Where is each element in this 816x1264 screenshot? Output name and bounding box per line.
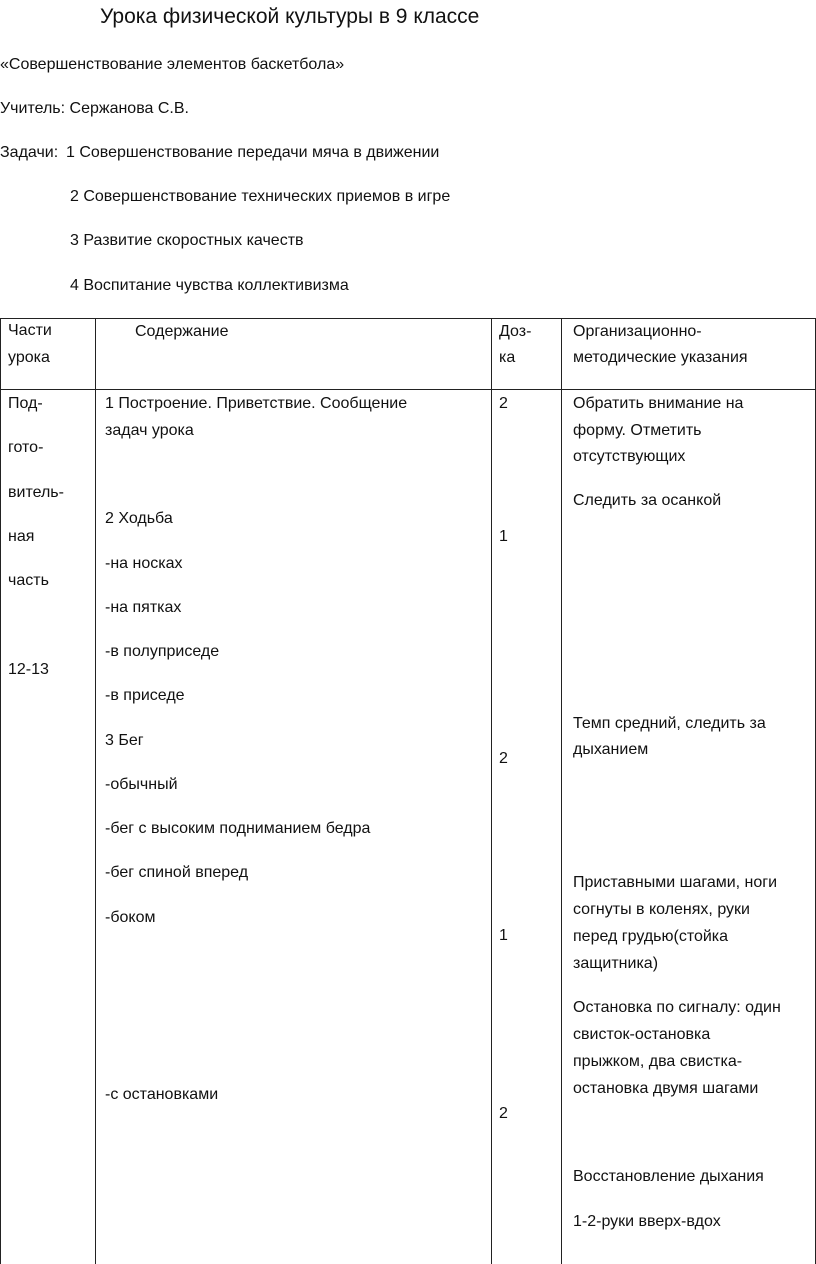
table-column-divider xyxy=(491,318,492,1264)
task-item: 1 Совершенствование передачи мяча в движении xyxy=(66,144,440,161)
content-line: задач урока xyxy=(105,422,194,439)
header-notes: методические указания xyxy=(573,349,748,366)
note-line: свисток-остановка xyxy=(573,1026,711,1043)
header-notes: Организационно- xyxy=(573,323,702,340)
note-line: Темп средний, следить за xyxy=(573,715,766,732)
dose-value: 2 xyxy=(499,750,508,767)
lesson-topic: «Совершенствование элементов баскетбола» xyxy=(0,56,345,73)
task-item: 2 Совершенствование технических приемов в игре xyxy=(70,188,451,205)
table-border-left xyxy=(0,318,1,1264)
part-duration: 12-13 xyxy=(8,661,49,678)
content-line: -в приседе xyxy=(105,687,185,704)
note-line: прыжком, два свистка- xyxy=(573,1053,743,1070)
content-line: -в полуприседе xyxy=(105,643,220,660)
table-header-divider xyxy=(0,389,816,390)
note-line: перед грудью(стойка xyxy=(573,928,729,945)
content-line: -бег с высоким подниманием бедра xyxy=(105,820,371,837)
note-line: остановка двумя шагами xyxy=(573,1080,759,1097)
part-cell-line: витель- xyxy=(8,484,64,501)
content-line: -с остановками xyxy=(105,1086,219,1103)
content-line: -бег спиной вперед xyxy=(105,864,249,881)
header-dose: Доз- xyxy=(499,323,532,340)
table-column-divider xyxy=(95,318,96,1264)
part-cell-line: часть xyxy=(8,572,49,589)
content-line: -на пятках xyxy=(105,599,182,616)
page-title: Урока физической культуры в 9 классе xyxy=(100,5,480,28)
dose-value: 2 xyxy=(499,1105,508,1122)
part-cell-line: ная xyxy=(8,528,35,545)
content-line: -на носках xyxy=(105,555,183,572)
task-item: 4 Воспитание чувства коллективизма xyxy=(70,277,349,294)
dose-value: 1 xyxy=(499,927,508,944)
note-line: согнуты в коленях, руки xyxy=(573,901,750,918)
note-line: Остановка по сигналу: один xyxy=(573,999,781,1016)
part-cell-line: Под- xyxy=(8,395,43,412)
content-line: 2 Ходьба xyxy=(105,510,173,527)
teacher-line: Учитель: Сержанова С.В. xyxy=(0,100,189,117)
header-dose: ка xyxy=(499,349,516,366)
note-line: защитника) xyxy=(573,955,659,972)
note-line: дыханием xyxy=(573,741,649,758)
note-line: отсутствующих xyxy=(573,448,686,465)
content-line: 1 Построение. Приветствие. Сообщение xyxy=(105,395,408,412)
header-part: урока xyxy=(8,349,50,366)
tasks-label: Задачи: xyxy=(0,144,59,161)
table-border-top xyxy=(0,318,816,319)
header-part: Части xyxy=(8,322,52,339)
part-cell-line: гото- xyxy=(8,439,44,456)
note-line: Приставными шагами, ноги xyxy=(573,874,778,891)
note-line: форму. Отметить xyxy=(573,422,702,439)
content-line: -обычный xyxy=(105,776,178,793)
note-line: Следить за осанкой xyxy=(573,492,722,509)
note-line: Обратить внимание на xyxy=(573,395,744,412)
dose-value: 2 xyxy=(499,395,508,412)
task-item: 3 Развитие скоростных качеств xyxy=(70,232,304,249)
note-line: 1-2-руки вверх-вдох xyxy=(573,1213,721,1230)
content-line: -боком xyxy=(105,909,156,926)
dose-value: 1 xyxy=(499,528,508,545)
note-line: Восстановление дыхания xyxy=(573,1168,764,1185)
table-column-divider xyxy=(561,318,562,1264)
content-line: 3 Бег xyxy=(105,732,144,749)
header-content: Содержание xyxy=(135,323,229,340)
